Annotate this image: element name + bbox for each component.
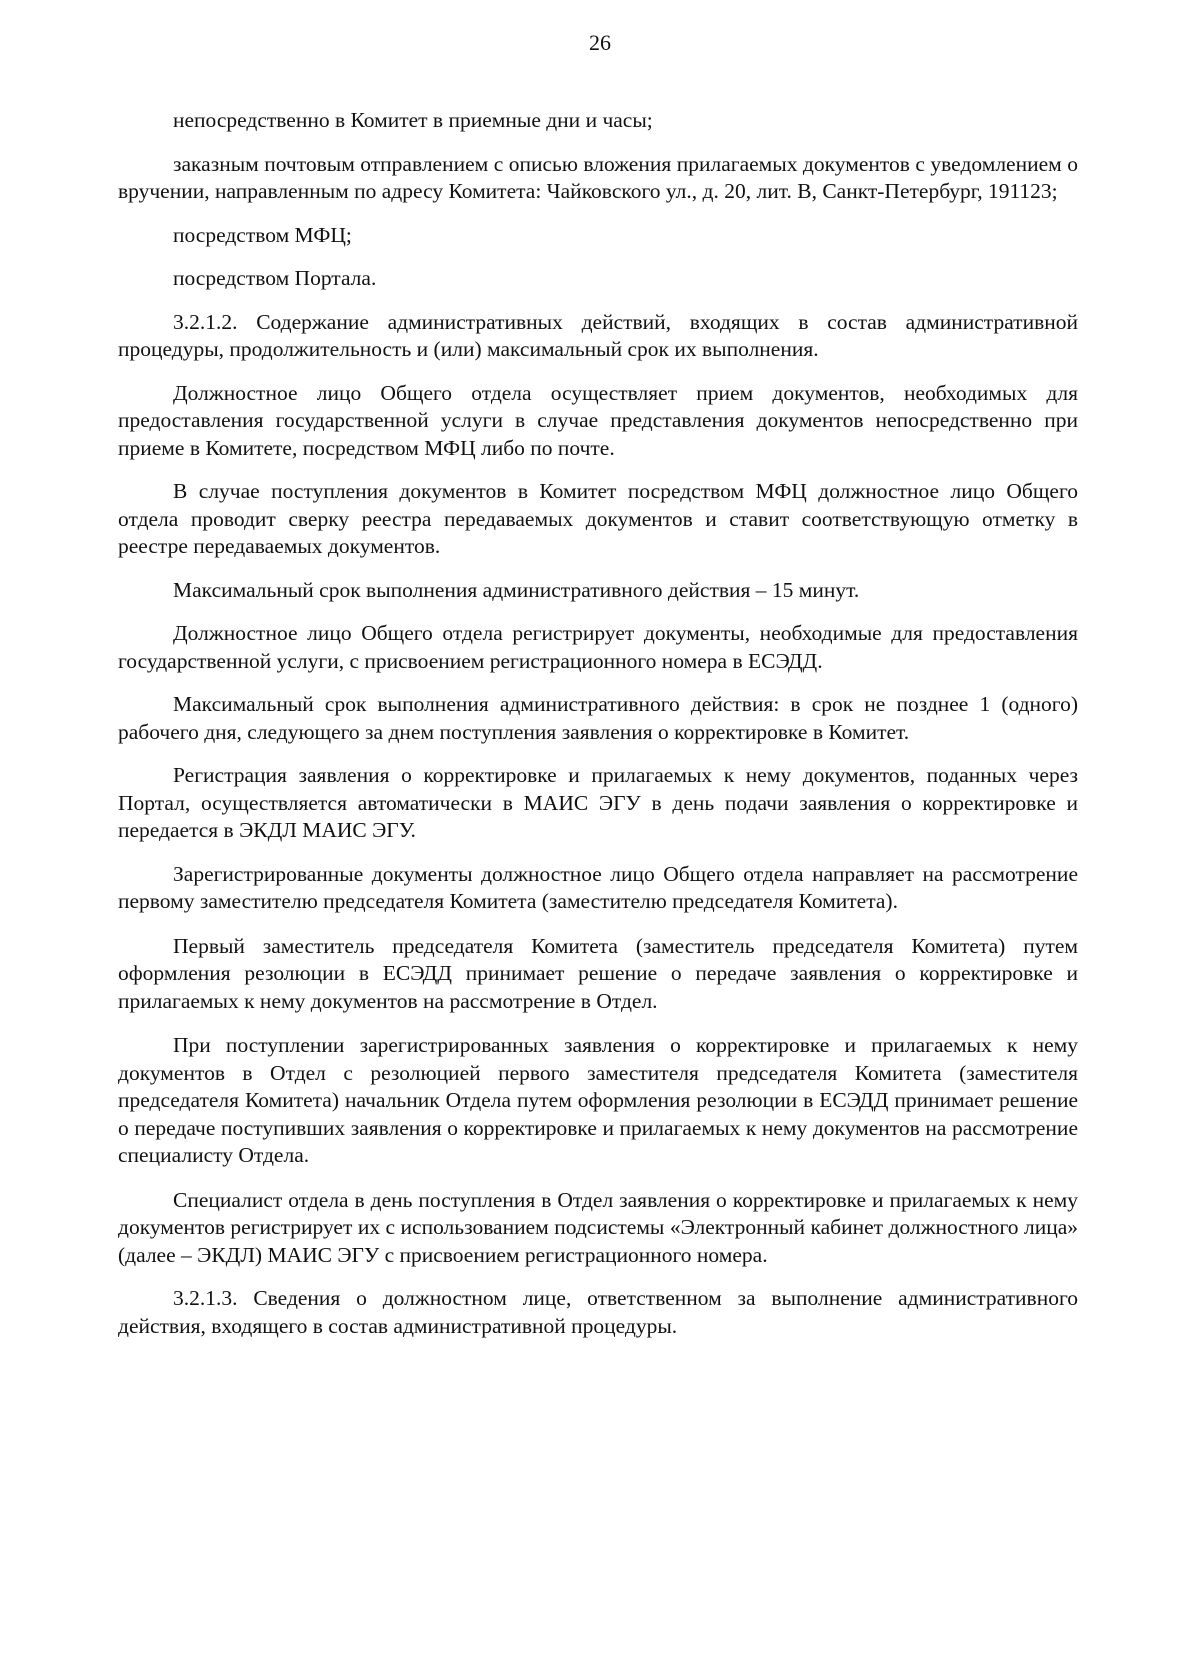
document-body bbox=[118, 107, 1078, 1356]
section-heading-3-2-1-3: 3.2.1.3. Сведения о должностном лице, ответственном за выполнение административного действия, входящего в состав административной процедуры. bbox=[118, 1286, 1078, 1338]
page-number: 26 bbox=[589, 30, 611, 55]
paragraph: Должностное лицо Общего отдела регистрирует документы, необходимые для предоставления государственной услуги, с присвоением регистрационного номера в ЕСЭДД. bbox=[118, 621, 1078, 673]
paragraph: Специалист отдела в день поступления в Отдел заявления о корректировке и прилагаемых к нему документов регистрирует их с использованием подсистемы «Электронный кабинет должностного лица» (далее – ЭКДЛ) МАИС ЭГУ с присвоением регистрационного номера. bbox=[118, 1187, 1078, 1267]
paragraph: Регистрация заявления о корректировке и прилагаемых к нему документов, поданных через Портал, осуществляется автоматически в МАИС ЭГУ в день подачи заявления о корректировке и передается в ЭКДЛ МАИС ЭГУ. bbox=[118, 763, 1078, 842]
paragraph: заказным почтовым отправлением с описью вложения прилагаемых документов с уведомлением о вручении, направленным по адресу Комитета: Чайковского ул., д. 20, лит. В, Санкт-Петербург, 191123; bbox=[118, 151, 1078, 203]
paragraph: Максимальный срок выполнения административного действия: в срок не позднее 1 (одного) рабочего дня, следующего за днем поступления заявления о корректировке в Комитет. bbox=[118, 692, 1078, 744]
section-heading-3-2-1-2: 3.2.1.2. Содержание административных действий, входящих в состав административной процедуры, продолжительность и (или) максимальный срок их выполнения. bbox=[118, 309, 1078, 361]
paragraph: При поступлении зарегистрированных заявления о корректировке и прилагаемых к нему документов в Отдел с резолюцией первого заместителя председателя Комитета (заместителя председателя Комитета) начальник Отдела путем оформления резолюции в ЕСЭДД принимает решение о передаче поступивших заявления о корректировке и прилагаемых к нему документов на рассмотрение специалисту Отдела. bbox=[118, 1033, 1078, 1167]
paragraph: Должностное лицо Общего отдела осуществляет прием документов, необходимых для предоставления государственной услуги в случае представления документов непосредственно при приеме в Комитете, посредством МФЦ либо по почте. bbox=[118, 380, 1078, 460]
paragraph: непосредственно в Комитет в приемные дни и часы; bbox=[173, 108, 653, 132]
paragraph: Первый заместитель председателя Комитета (заместитель председателя Комитета) путем оформления резолюции в ЕСЭДД принимает решение о передаче заявления о корректировке и прилагаемых к нему документов на рассмотрение в Отдел. bbox=[118, 933, 1078, 1013]
paragraph: посредством Портала. bbox=[173, 266, 377, 290]
paragraph: Максимальный срок выполнения административного действия – 15 минут. bbox=[173, 577, 860, 602]
paragraph: В случае поступления документов в Комитет посредством МФЦ должностное лицо Общего отдела проводит сверку реестра передаваемых документов и ставит соответствующую отметку в реестре передаваемых документов. bbox=[118, 479, 1078, 558]
paragraph: Зарегистрированные документы должностное лицо Общего отдела направляет на рассмотрение первому заместителю председателя Комитета (заместителю председателя Комитета). bbox=[118, 861, 1078, 913]
paragraph: посредством МФЦ; bbox=[173, 222, 352, 247]
